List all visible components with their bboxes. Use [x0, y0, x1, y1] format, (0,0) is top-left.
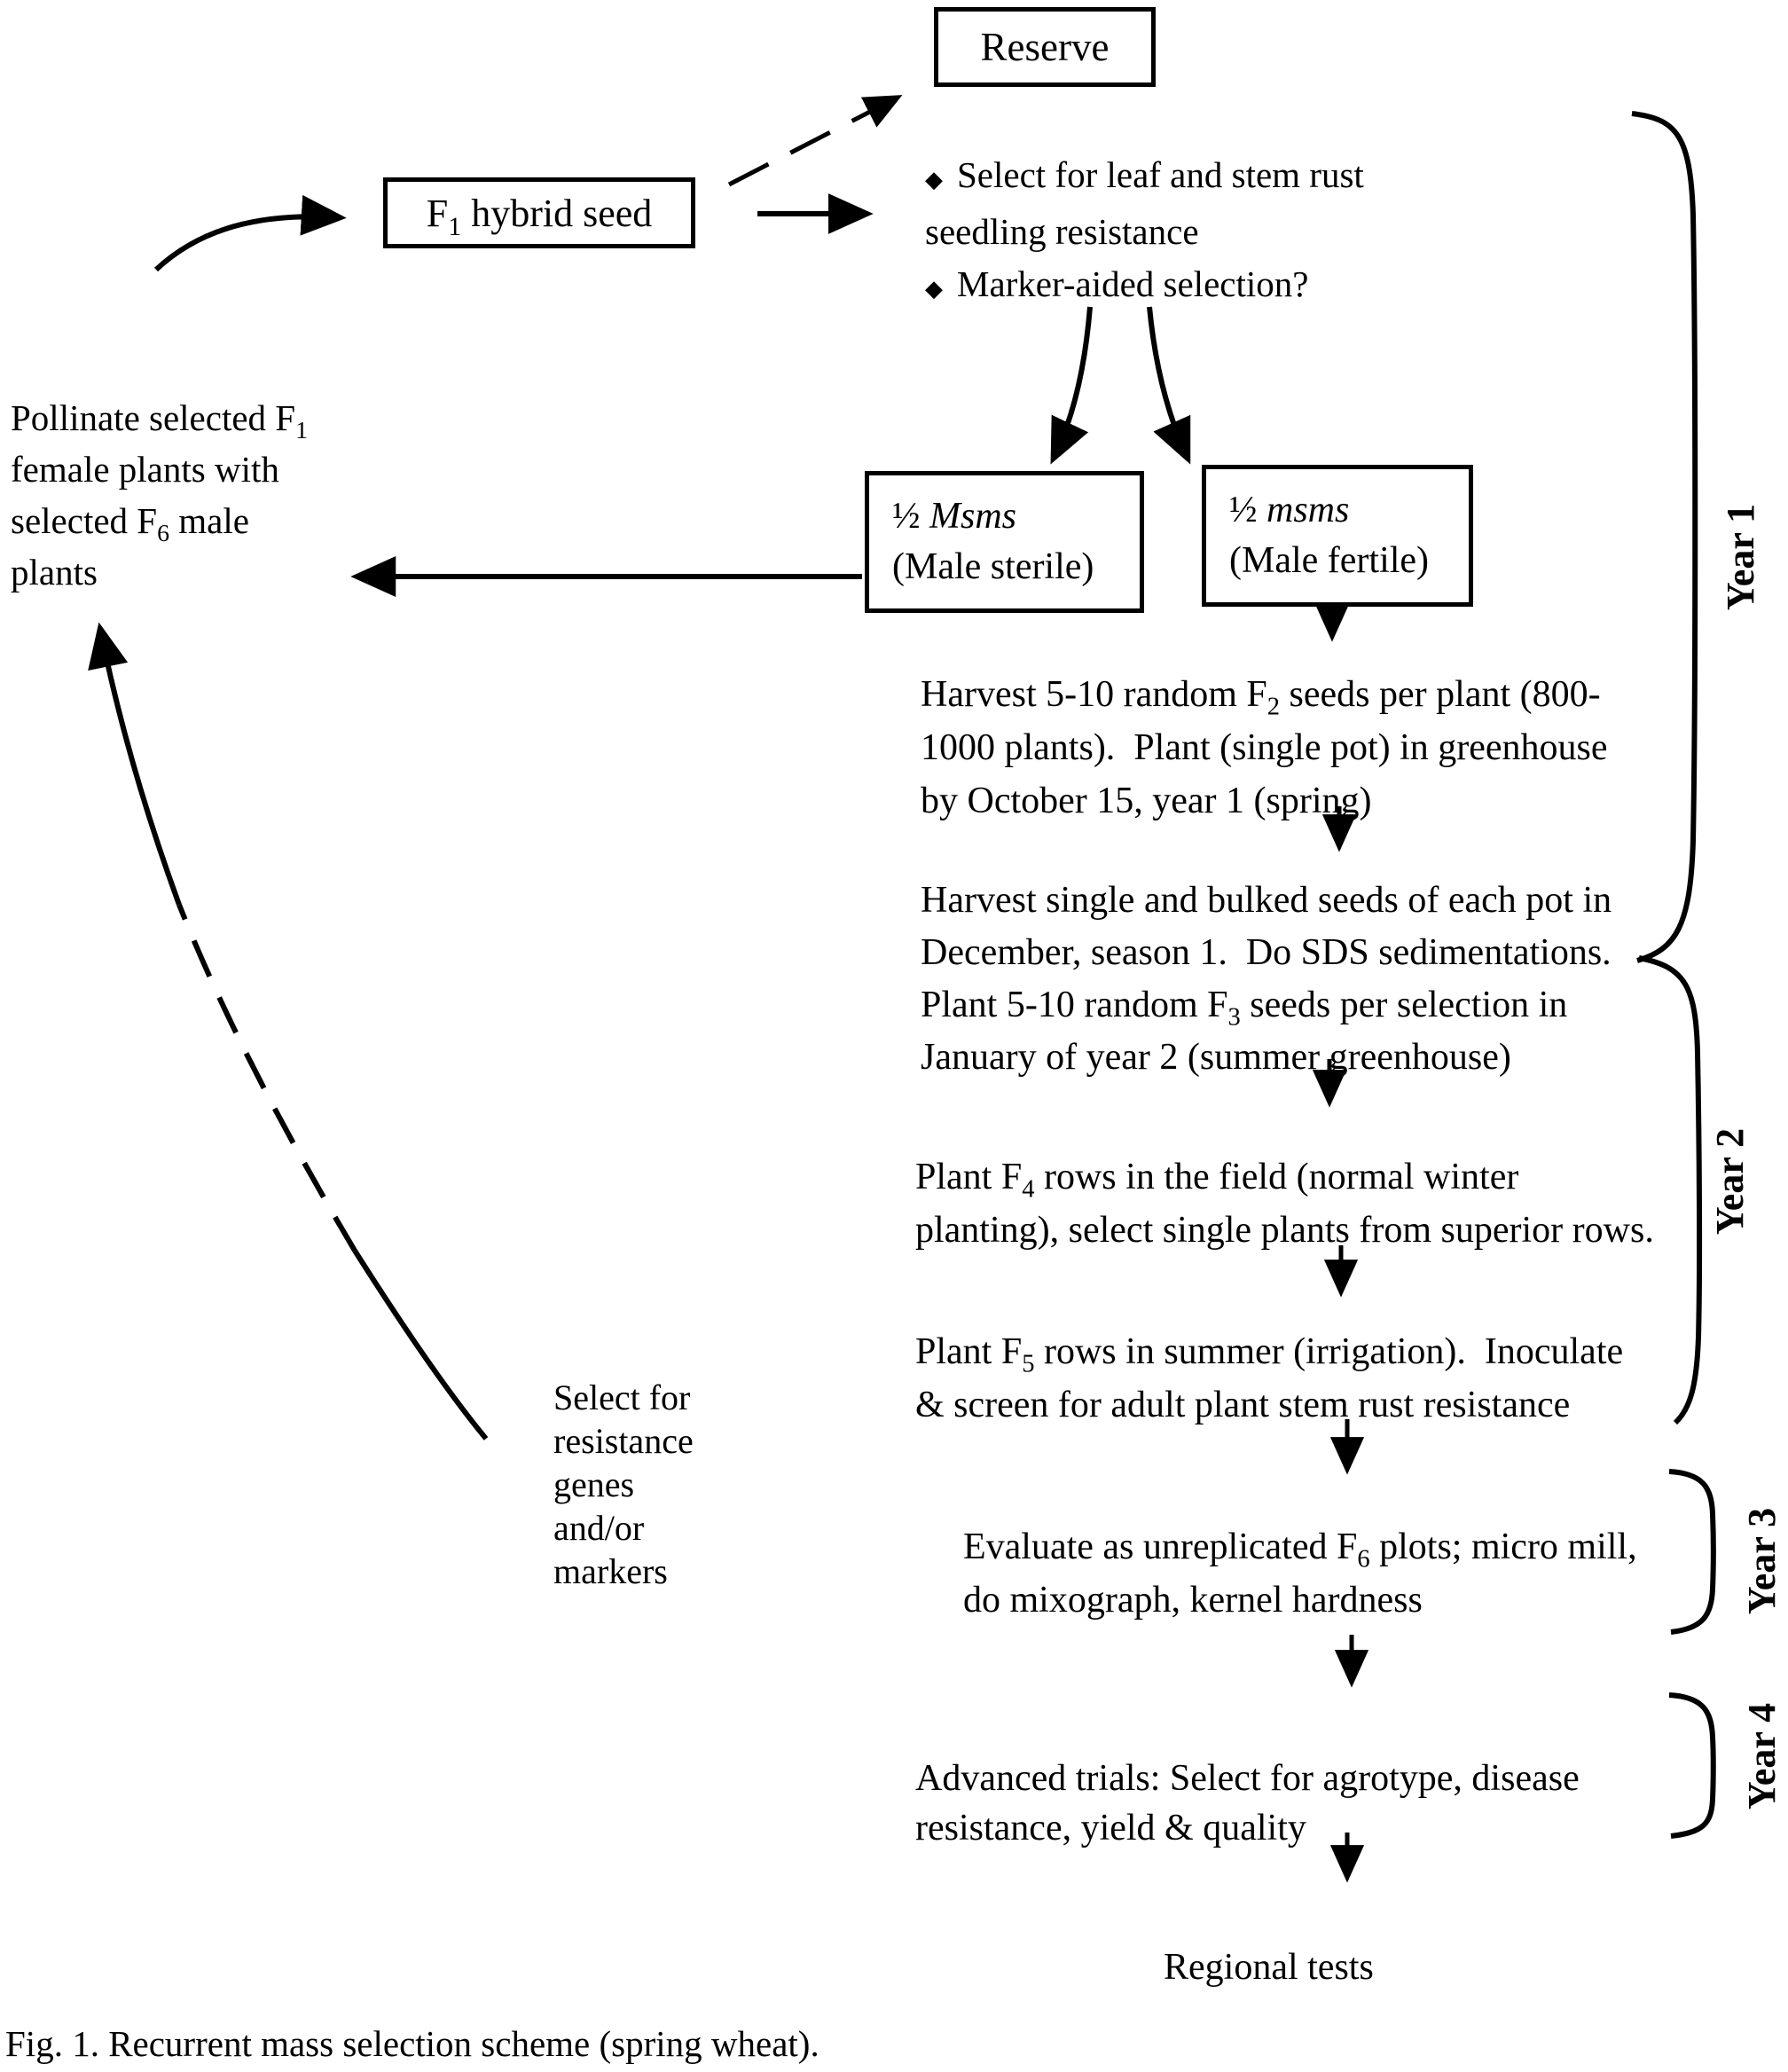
- pollinate-line: female plants with: [11, 449, 279, 490]
- step-line: resistance, yield & quality: [915, 1808, 1306, 1848]
- genotype-line: [1229, 485, 1349, 536]
- fraction-half: ½: [1229, 490, 1266, 530]
- bullet-line: [925, 258, 1364, 315]
- diamond-bullet-icon: ◆: [925, 167, 943, 192]
- step-line: Plant $F_4$ rows in the field (normal winter: [915, 1157, 1519, 1204]
- figure-caption: [5, 2022, 820, 2065]
- caption-text: Fig. 1. Recurrent mass selection scheme (spring wheat).: [5, 2023, 820, 2064]
- bullet-line: [925, 206, 1364, 258]
- harvest-f3-step: [921, 875, 1612, 1084]
- step-line: Plant 5-10 random $F_3$ seeds per selection in: [921, 985, 1568, 1032]
- pollinate-line: selected $F_6$ male: [11, 500, 249, 548]
- step-line: do mixograph, kernel hardness: [963, 1580, 1423, 1621]
- step-line: Plant $F_5$ rows in summer (irrigation). Inoculate: [915, 1331, 1624, 1378]
- note-line: markers: [553, 1551, 668, 1591]
- return-curve-upper-icon: [101, 633, 179, 905]
- f1-hybrid-seed-box: [383, 177, 695, 248]
- year-1-text: Year 1: [1718, 503, 1762, 611]
- male-fertile-descriptor: (Male fertile): [1229, 540, 1430, 581]
- bullet-text: Select for leaf and stem rust: [957, 154, 1364, 195]
- step-line: January of year 2 (summer greenhouse): [921, 1037, 1511, 1078]
- step-line: Harvest single and bulked seeds of each pot in: [921, 880, 1612, 921]
- bullet-text: seedling resistance: [925, 211, 1199, 252]
- genotype-msms: Msms: [929, 496, 1017, 537]
- year1-bracket-icon: [1632, 114, 1695, 961]
- step-line: by October 15, year 1 (spring): [921, 781, 1372, 821]
- year-2-text: Year 2: [1707, 1127, 1752, 1236]
- pollinate-note: [11, 392, 308, 598]
- bullet-text: Marker-aided selection?: [957, 263, 1309, 304]
- return-curve-dashed-icon: [179, 905, 355, 1251]
- male-sterile-descriptor: (Male sterile): [892, 546, 1094, 587]
- year-3-label: [1739, 1472, 1784, 1650]
- year-4-text: Year 4: [1739, 1702, 1784, 1810]
- arrow-to-male-fertile-icon: [1149, 307, 1186, 454]
- year-1-label: [1718, 468, 1762, 646]
- reserve-label: Reserve: [980, 25, 1110, 69]
- diamond-bullet-icon: ◆: [925, 276, 943, 302]
- step-line: Advanced trials: Select for agrotype, disease: [915, 1758, 1580, 1799]
- arrow-f1-to-reserve-dashed-icon: [729, 99, 894, 184]
- genotype-line: [892, 491, 1016, 542]
- bullet-line: [925, 149, 1364, 206]
- year-4-label: [1739, 1668, 1784, 1845]
- plant-f5-step: [915, 1325, 1623, 1432]
- pollinate-line: plants: [11, 552, 98, 593]
- note-line: resistance: [553, 1421, 694, 1461]
- male-sterile-box: [865, 471, 1144, 613]
- fraction-half: ½: [892, 496, 929, 537]
- regional-tests-text: Regional tests: [1164, 1947, 1374, 1988]
- f1-hybrid-seed-label: $F_1$ hybrid seed: [426, 191, 653, 241]
- return-curve-lower-icon: [355, 1251, 486, 1439]
- year4-bracket-icon: [1669, 1695, 1714, 1836]
- reserve-box: [934, 7, 1156, 87]
- evaluate-f6-step: [963, 1520, 1637, 1627]
- step-line: Harvest 5-10 random $F_2$ seeds per plant (800-: [921, 674, 1601, 721]
- regional-tests-label: [1164, 1946, 1374, 1989]
- note-line: Select for: [553, 1377, 691, 1417]
- advanced-trials-step: [915, 1754, 1580, 1853]
- genotype-msms: msms: [1266, 490, 1350, 530]
- selection-bullets: [925, 149, 1364, 315]
- select-resistance-note: [553, 1376, 694, 1593]
- year-3-text: Year 3: [1739, 1507, 1784, 1615]
- step-line: December, season 1. Do SDS sedimentations.: [921, 932, 1612, 973]
- note-line: and/or: [553, 1508, 645, 1548]
- plant-f4-step: [915, 1150, 1654, 1257]
- step-line: Evaluate as unreplicated $F_6$ plots; micro mill,: [963, 1527, 1637, 1574]
- male-fertile-box: [1202, 465, 1473, 607]
- arrow-into-f1-icon: [156, 216, 335, 270]
- step-line: planting), select single plants from superior rows.: [915, 1210, 1654, 1251]
- arrow-to-male-sterile-icon: [1055, 307, 1090, 454]
- pollinate-line: Pollinate selected $F_1$: [11, 397, 309, 445]
- year3-bracket-icon: [1669, 1472, 1714, 1632]
- year-2-label: [1707, 1093, 1752, 1270]
- note-line: genes: [553, 1464, 635, 1504]
- step-line: & screen for adult plant stem rust resistance: [915, 1385, 1571, 1425]
- harvest-f2-step: [921, 668, 1608, 828]
- step-line: 1000 plants). Plant (single pot) in greenhouse: [921, 727, 1608, 768]
